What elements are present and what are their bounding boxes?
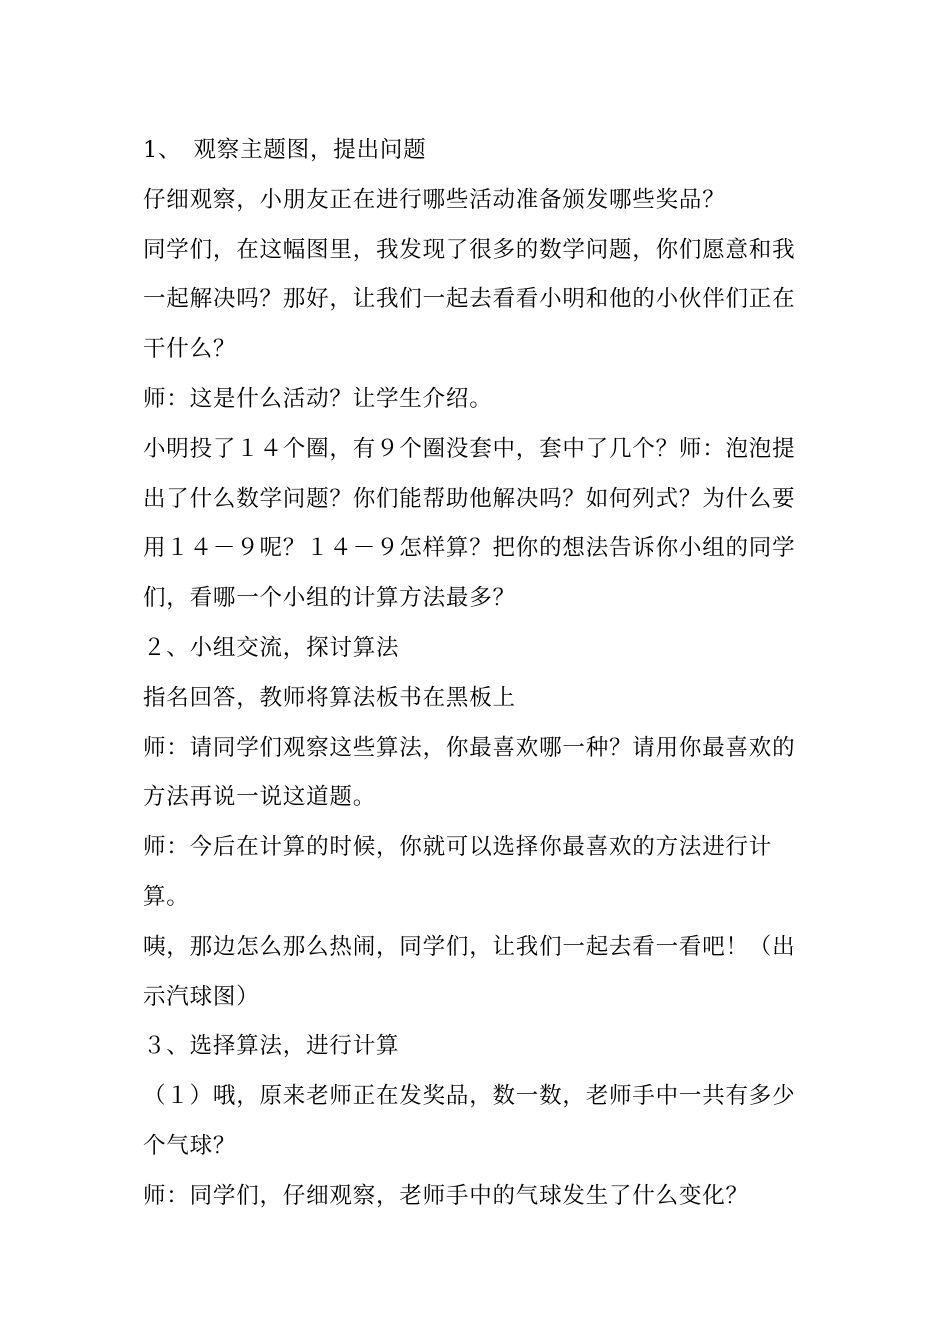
- paragraph-future-calc: 师：今后在计算的时候，你就可以选择你最喜欢的方法进行计算。: [143, 834, 773, 910]
- paragraph-balloon-change: 师：同学们，仔细观察，老师手中的气球发生了什么变化？: [143, 1182, 749, 1209]
- paragraph-observe-question: 仔细观察，小朋友正在进行哪些活动准备颁发哪些奖品？: [143, 186, 726, 213]
- paragraph-intro: 同学们，在这幅图里，我发现了很多的数学问题，你们愿意和我一起解决吗？那好，让我们一起去看看小明和他的小伙伴们正在干什么？: [143, 236, 796, 363]
- section-heading-3: ３、选择算法，进行计算: [143, 1033, 400, 1060]
- paragraph-count-balloons: （１）哦，原来老师正在发奖品，数一数，老师手中一共有多少个气球？: [143, 1083, 796, 1159]
- document-body: [143, 126, 813, 1222]
- paragraph-ring-toss: 小明投了１４个圈，有９个圈没套中，套中了几个？师：泡泡提出了什么数学问题？你们能帮助他解决吗？如何列式？为什么要用１４－９呢？１４－９怎样算？把你的想法告诉你小组的同学们，看哪一个小组的计算方法最多？: [143, 435, 796, 612]
- paragraph-teacher-activity: 师：这是什么活动？让学生介绍。: [143, 385, 493, 412]
- paragraph-favorite-method: 师：请同学们观察这些算法，你最喜欢哪一种？请用你最喜欢的方法再说一说这道题。: [143, 734, 796, 811]
- paragraph-answer-board: 指名回答，教师将算法板书在黑板上: [143, 684, 516, 711]
- section-heading-1: 1、 观察主题图，提出问题: [143, 137, 427, 163]
- section-heading-2: ２、小组交流，探讨算法: [143, 634, 400, 661]
- paragraph-balloon-scene: 咦，那边怎么那么热闹，同学们，让我们一起去看一看吧！（出示汽球图）: [143, 933, 796, 1010]
